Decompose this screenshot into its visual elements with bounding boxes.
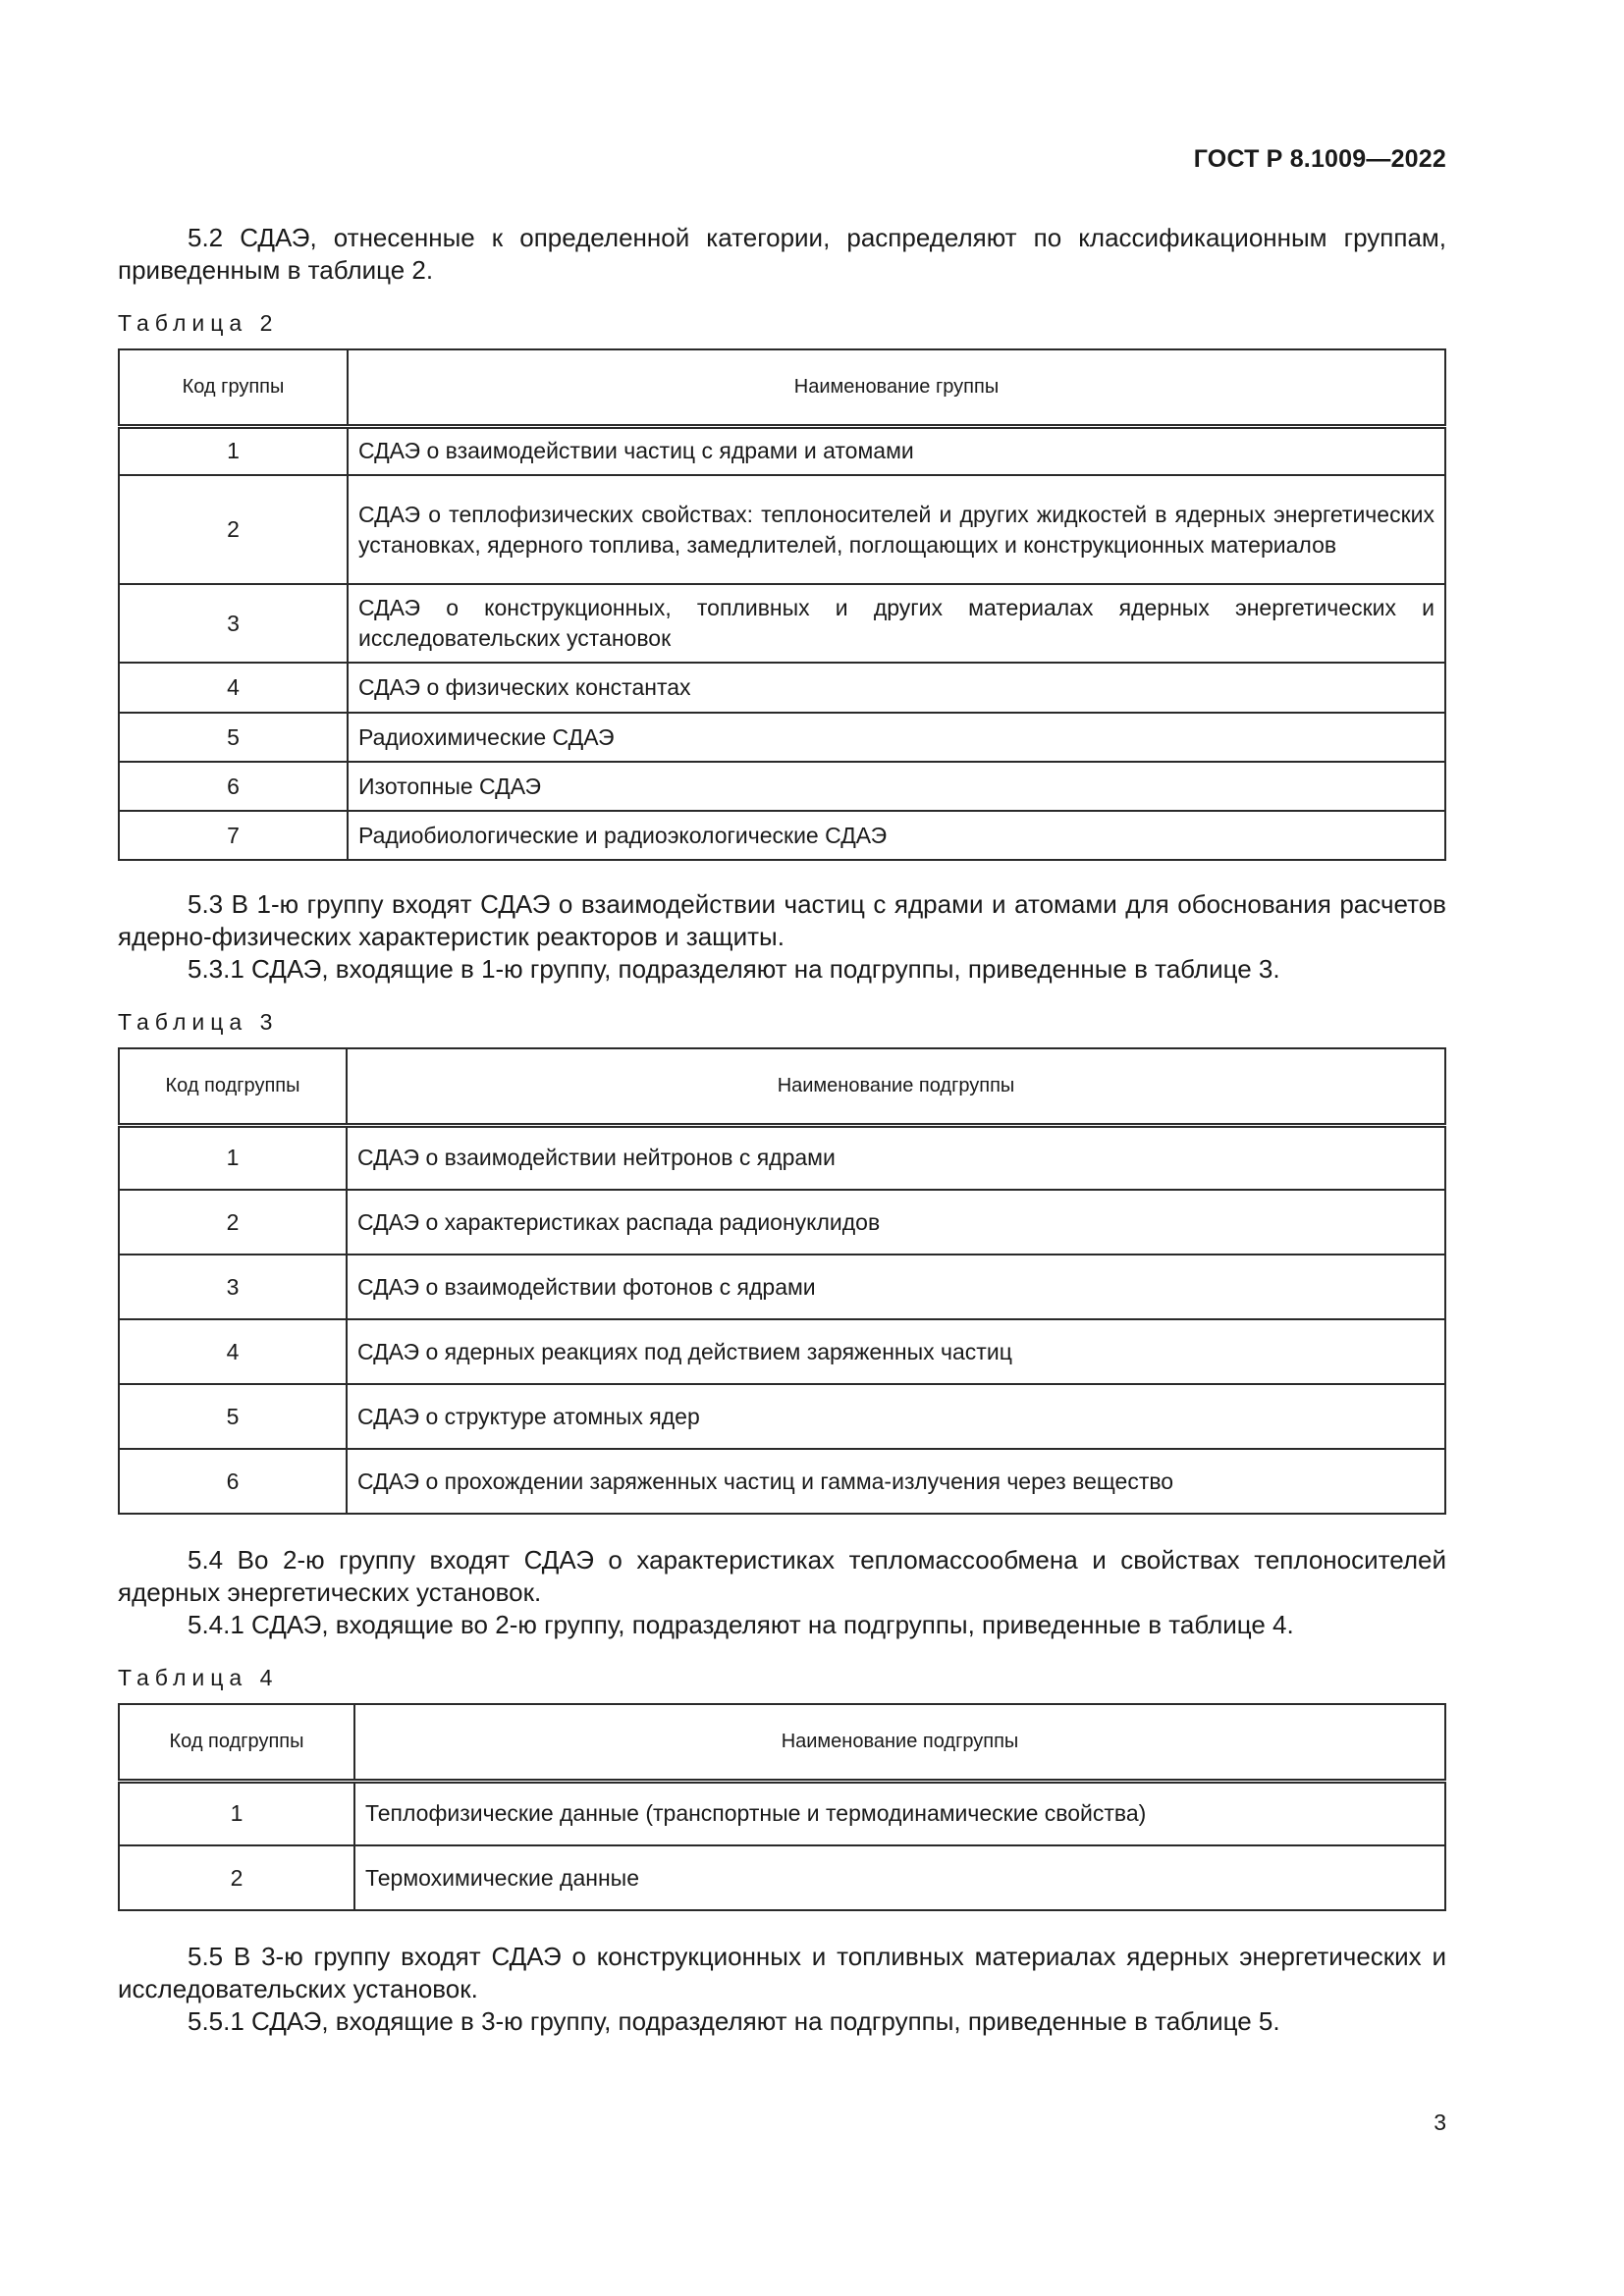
group-code: 3: [119, 584, 348, 663]
subgroup-code: 1: [119, 1125, 347, 1190]
paragraph-5-2: 5.2 СДАЭ, отнесенные к определенной категории, распределяют по классификационным группам, приведенным в таблице 2.: [118, 223, 1446, 285]
table-3: [118, 1047, 1446, 1515]
paragraph-5-5: 5.5 В 3-ю группу входят СДАЭ о конструкционных и топливных материалах ядерных энергетических и исследовательских установок.: [118, 1942, 1446, 2003]
subgroup-code: 4: [119, 1319, 347, 1384]
subgroup-name: Термохимические данные: [354, 1845, 1445, 1910]
table-2-caption: Таблица 2: [118, 310, 279, 336]
subgroup-code: 5: [119, 1384, 347, 1449]
group-name: СДАЭ о теплофизических свойствах: теплоносителей и других жидкостей в ядерных энергетических установках, ядерного топлива, замедлителей, поглощающих и конструкционных материалов: [348, 475, 1445, 584]
subgroup-code: 6: [119, 1449, 347, 1514]
subgroup-name: СДАЭ о структуре атомных ядер: [347, 1384, 1445, 1449]
table-4: [118, 1703, 1446, 1911]
table-2: [118, 348, 1446, 861]
subgroup-name: СДАЭ о взаимодействии нейтронов с ядрами: [347, 1125, 1445, 1190]
table-row: [119, 1845, 1445, 1910]
subgroup-name: СДАЭ о ядерных реакциях под действием заряженных частиц: [347, 1319, 1445, 1384]
group-name: СДАЭ о физических константах: [348, 663, 1445, 713]
table-row: [119, 426, 1445, 475]
group-name: СДАЭ о взаимодействии частиц с ядрами и атомами: [348, 426, 1445, 475]
table-3-caption: Таблица 3: [118, 1009, 279, 1035]
paragraph-5-3-1: 5.3.1 СДАЭ, входящие в 1-ю группу, подразделяют на подгруппы, приведенные в таблице 3.: [188, 954, 1280, 984]
table-row: [119, 584, 1445, 663]
subgroup-name: СДАЭ о характеристиках распада радионуклидов: [347, 1190, 1445, 1255]
table-4-header-code: Код подгруппы: [119, 1704, 354, 1781]
table-4-caption: Таблица 4: [118, 1665, 279, 1690]
group-name: СДАЭ о конструкционных, топливных и других материалах ядерных энергетических и исследовательских установок: [348, 584, 1445, 663]
table-row: [119, 475, 1445, 584]
paragraph-5-4: 5.4 Во 2-ю группу входят СДАЭ о характеристиках тепломассообмена и свойствах теплоносителей ядерных энергетических установок.: [118, 1545, 1446, 1607]
page-content: [118, 222, 1446, 2038]
subgroup-code: 2: [119, 1190, 347, 1255]
table-row: [119, 762, 1445, 811]
table-row: [119, 1449, 1445, 1514]
page-number: 3: [1434, 2109, 1446, 2135]
group-code: 1: [119, 426, 348, 475]
table-4-header-name: Наименование подгруппы: [354, 1704, 1445, 1781]
group-name: Радиобиологические и радиоэкологические СДАЭ: [348, 811, 1445, 860]
table-row: [119, 1190, 1445, 1255]
table-row: [119, 713, 1445, 762]
paragraph-5-4-1: 5.4.1 СДАЭ, входящие во 2-ю группу, подразделяют на подгруппы, приведенные в таблице 4.: [188, 1610, 1294, 1639]
subgroup-name: Теплофизические данные (транспортные и термодинамические свойства): [354, 1781, 1445, 1845]
subgroup-name: СДАЭ о взаимодействии фотонов с ядрами: [347, 1255, 1445, 1319]
subgroup-code: 2: [119, 1845, 354, 1910]
table-row: [119, 1255, 1445, 1319]
standard-designation: ГОСТ Р 8.1009—2022: [1193, 145, 1446, 173]
subgroup-code: 3: [119, 1255, 347, 1319]
table-row: [119, 1384, 1445, 1449]
group-code: 2: [119, 475, 348, 584]
group-code: 6: [119, 762, 348, 811]
group-name: Радиохимические СДАЭ: [348, 713, 1445, 762]
paragraph-5-5-1: 5.5.1 СДАЭ, входящие в 3-ю группу, подразделяют на подгруппы, приведенные в таблице 5.: [188, 2006, 1280, 2036]
table-3-header-name: Наименование подгруппы: [347, 1048, 1445, 1125]
table-row: [119, 1319, 1445, 1384]
table-row: [119, 1781, 1445, 1845]
table-2-header-name: Наименование группы: [348, 349, 1445, 426]
group-code: 5: [119, 713, 348, 762]
table-3-header-code: Код подгруппы: [119, 1048, 347, 1125]
group-name: Изотопные СДАЭ: [348, 762, 1445, 811]
table-row: [119, 1125, 1445, 1190]
subgroup-code: 1: [119, 1781, 354, 1845]
paragraph-5-3: 5.3 В 1-ю группу входят СДАЭ о взаимодействии частиц с ядрами и атомами для обоснования расчетов ядерно-физических характеристик реакторов и защиты.: [118, 889, 1446, 951]
group-code: 7: [119, 811, 348, 860]
table-2-header-code: Код группы: [119, 349, 348, 426]
table-row: [119, 811, 1445, 860]
table-row: [119, 663, 1445, 713]
group-code: 4: [119, 663, 348, 713]
subgroup-name: СДАЭ о прохождении заряженных частиц и гамма-излучения через вещество: [347, 1449, 1445, 1514]
